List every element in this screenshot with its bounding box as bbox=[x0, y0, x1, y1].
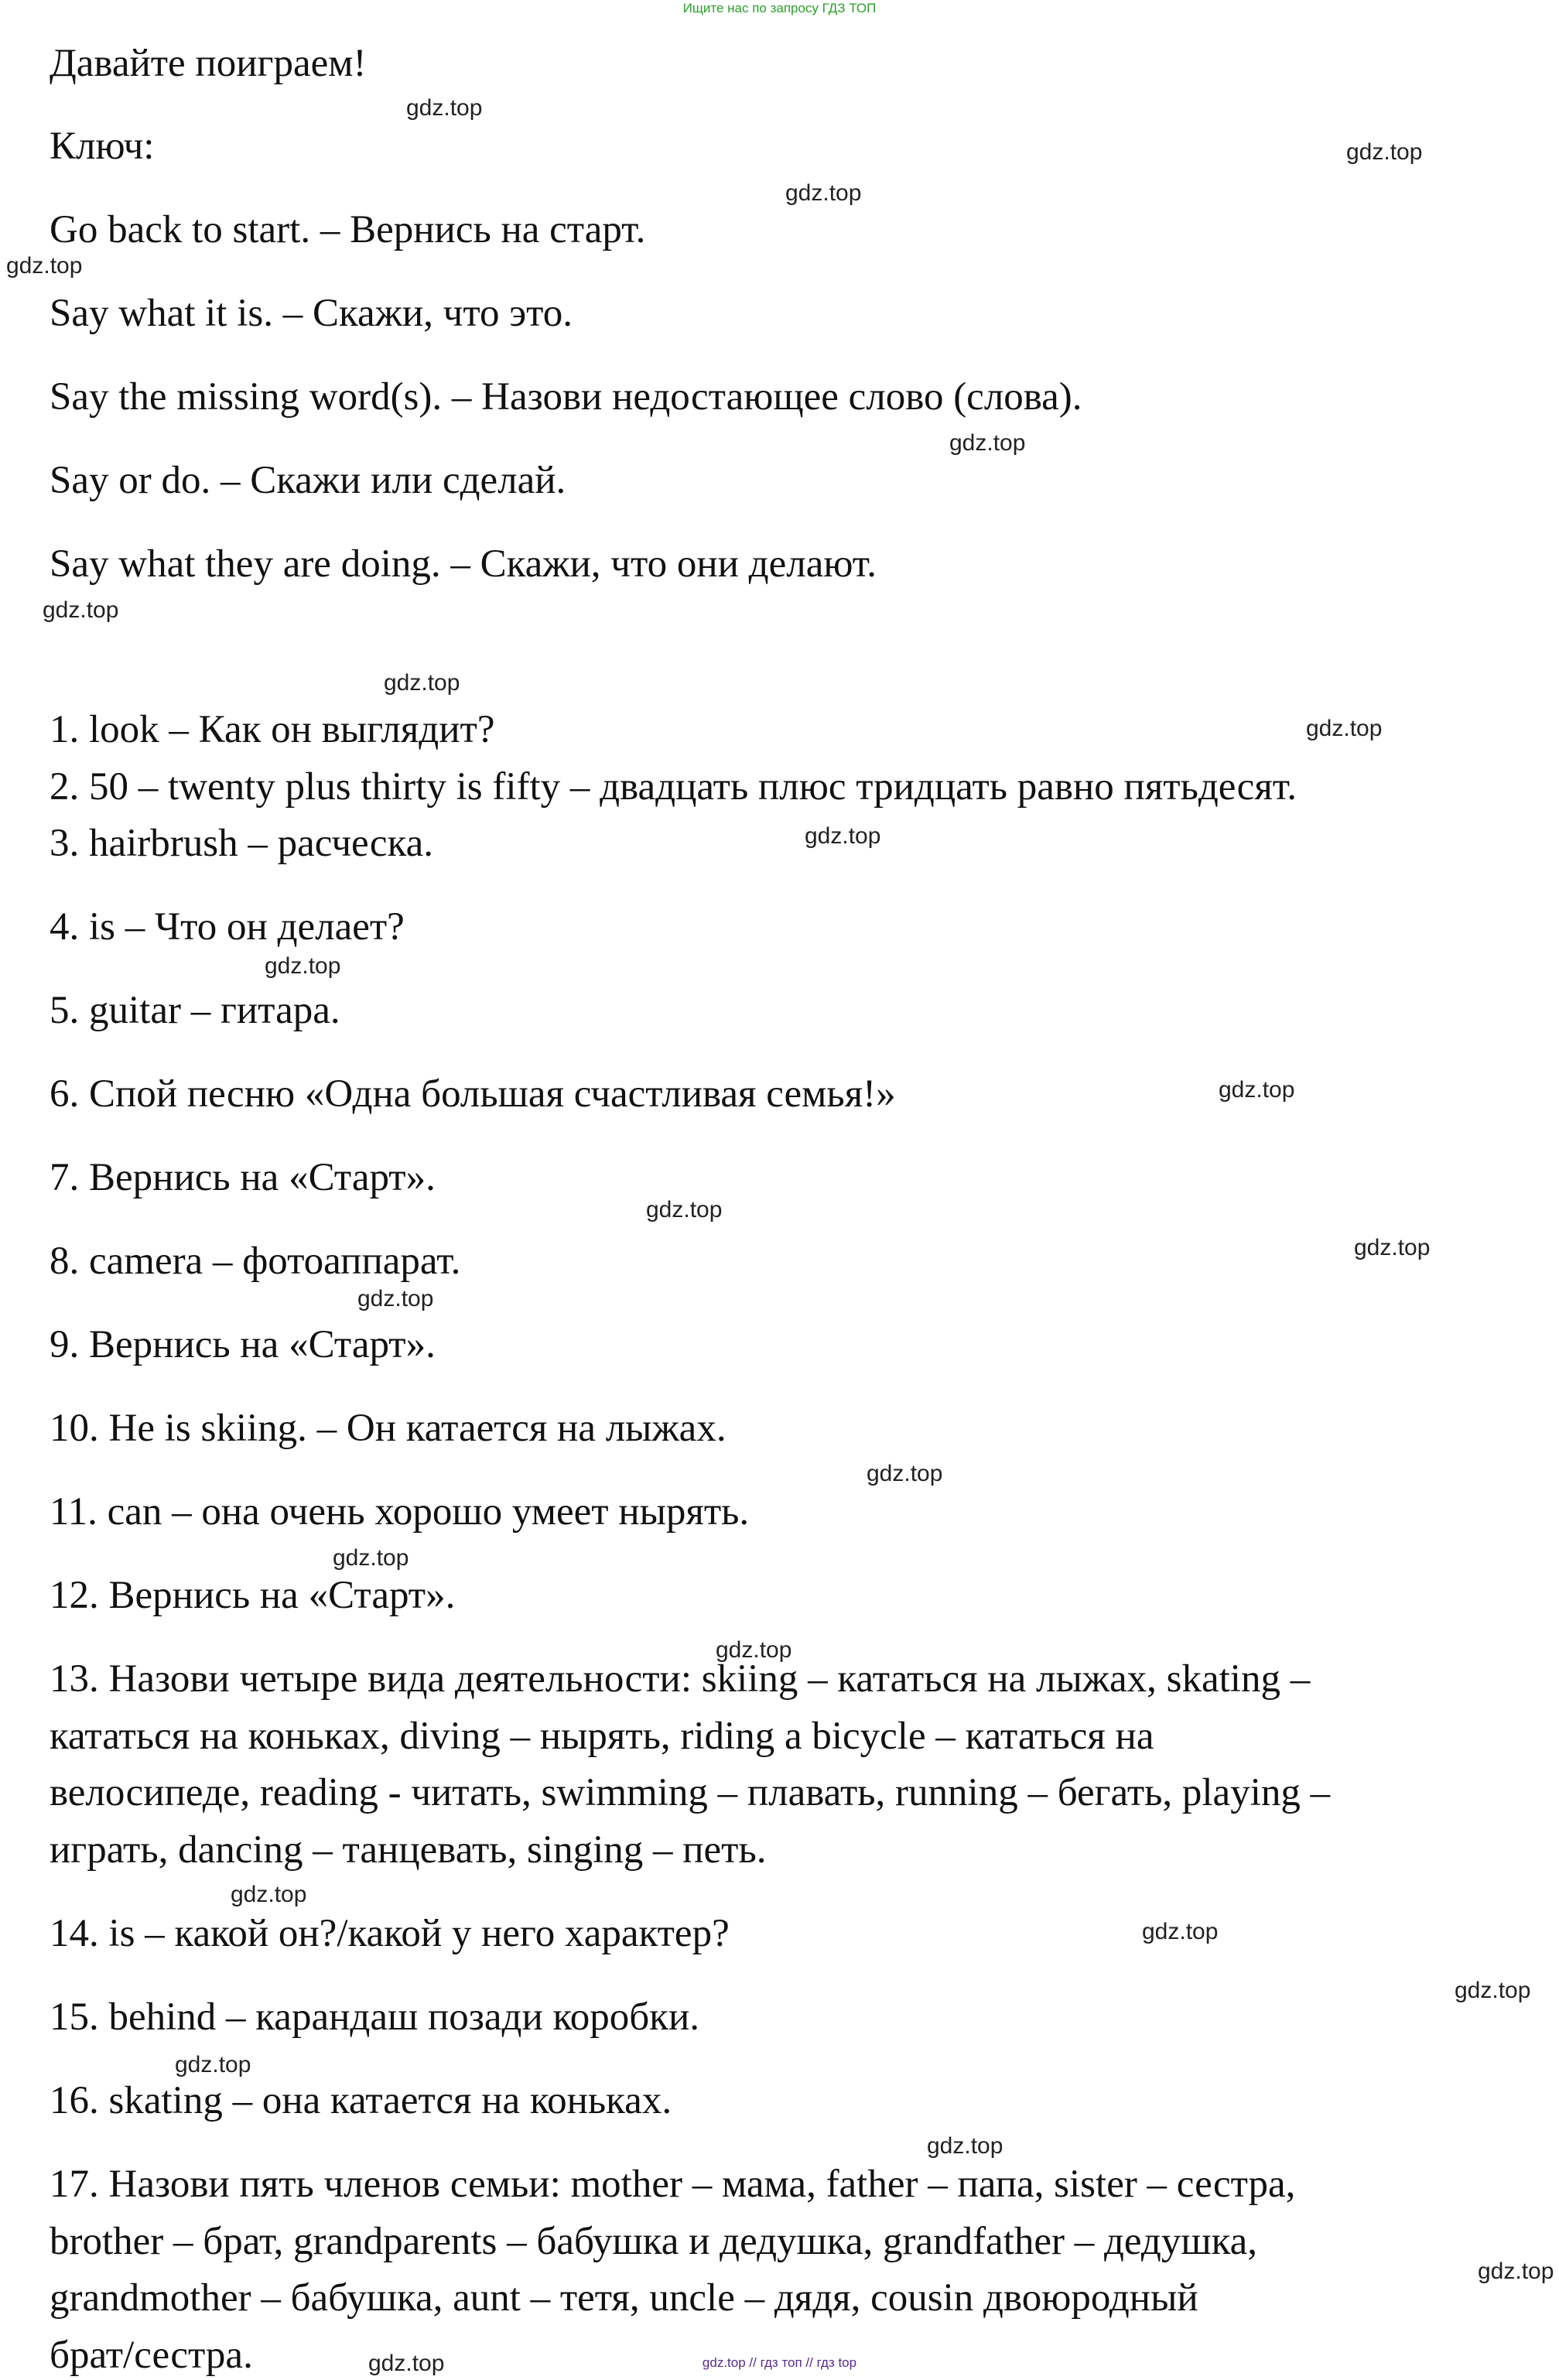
watermark: gdz.top bbox=[867, 1461, 943, 1486]
watermark: gdz.top bbox=[43, 597, 119, 623]
watermark: gdz.top bbox=[785, 180, 862, 206]
text-line: brother – брат, grandparents – бабушка и дедушка, grandfather – дедушка, bbox=[50, 2220, 1258, 2263]
text-line: grandmother – бабушка, aunt – тетя, uncle – дядя, cousin двоюродный bbox=[50, 2276, 1198, 2320]
watermark: gdz.top bbox=[231, 1882, 307, 1907]
text-line: 11. can – она очень хорошо умеет нырять. bbox=[50, 1490, 750, 1534]
text-line: Go back to start. – Вернись на старт. bbox=[50, 208, 646, 251]
watermark: gdz.top bbox=[949, 430, 1026, 456]
text-line: играть, dancing – танцевать, singing – петь. bbox=[50, 1828, 767, 1872]
text-line: 2. 50 – twenty plus thirty is fifty – двадцать плюс тридцать равно пятьдесят. bbox=[50, 765, 1297, 809]
footer-note: gdz.top // гдз топ // гдз top bbox=[702, 2355, 857, 2370]
text-line: велосипеде, reading - читать, swimming – плавать, running – бегать, playing – bbox=[50, 1771, 1331, 1814]
text-line: 6. Спой песню «Одна большая счастливая семья!» bbox=[50, 1072, 896, 1116]
watermark: gdz.top bbox=[333, 1545, 409, 1571]
text-line: 1. look – Как он выглядит? bbox=[50, 708, 495, 751]
text-line: 16. skating – она катается на коньках. bbox=[50, 2079, 672, 2122]
text-line: Ключ: bbox=[50, 125, 155, 168]
header-note: Ищите нас по запросу ГДЗ ТОП bbox=[682, 1, 877, 15]
watermark: gdz.top bbox=[1306, 716, 1383, 741]
text-line: Say what they are doing. – Скажи, что они делают. bbox=[50, 542, 877, 586]
text-line: Say what it is. – Скажи, что это. bbox=[50, 292, 573, 335]
text-line: 10. He is skiing. – Он катается на лыжах. bbox=[50, 1407, 727, 1450]
text-line: брат/сестра. bbox=[50, 2334, 253, 2377]
text-line: 3. hairbrush – расческа. bbox=[50, 822, 433, 865]
text-line: 4. is – Что он делает? bbox=[50, 905, 405, 949]
watermark: gdz.top bbox=[716, 1637, 792, 1663]
watermark: gdz.top bbox=[175, 2052, 251, 2077]
text-line: 9. Вернись на «Старт». bbox=[50, 1323, 436, 1366]
watermark: gdz.top bbox=[1219, 1077, 1295, 1103]
watermark: gdz.top bbox=[368, 2351, 445, 2376]
watermark: gdz.top bbox=[805, 823, 881, 849]
watermark: gdz.top bbox=[384, 670, 460, 696]
watermark: gdz.top bbox=[927, 2133, 1003, 2159]
watermark: gdz.top bbox=[265, 953, 341, 979]
text-line: 17. Назови пять членов семьи: mother – мама, father – папа, sister – сестра, bbox=[50, 2163, 1296, 2206]
watermark: gdz.top bbox=[1354, 1235, 1431, 1260]
watermark: gdz.top bbox=[1142, 1919, 1219, 1944]
text-line: кататься на коньках, diving – нырять, riding a bicycle – кататься на bbox=[50, 1715, 1154, 1758]
text-line: 14. is – какой он?/какой у него характер? bbox=[50, 1912, 730, 1955]
text-line: Say or do. – Скажи или сделай. bbox=[50, 459, 566, 502]
text-line: 13. Назови четыре вида деятельности: skiing – кататься на лыжах, skating – bbox=[50, 1657, 1311, 1701]
text-line: 5. guitar – гитара. bbox=[50, 989, 340, 1032]
watermark: gdz.top bbox=[406, 95, 483, 121]
text-line: 15. behind – карандаш позади коробки. bbox=[50, 1995, 700, 2039]
watermark: gdz.top bbox=[646, 1197, 723, 1222]
text-line: 12. Вернись на «Старт». bbox=[50, 1574, 456, 1617]
text-line: Say the missing word(s). – Назови недостающее слово (слова). bbox=[50, 375, 1082, 419]
text-line: 8. camera – фотоаппарат. bbox=[50, 1240, 461, 1283]
watermark: gdz.top bbox=[357, 1286, 434, 1311]
watermark: gdz.top bbox=[1455, 1978, 1531, 2003]
watermark: gdz.top bbox=[1478, 2259, 1554, 2284]
watermark: gdz.top bbox=[6, 253, 83, 279]
text-line: Давайте поиграем! bbox=[50, 42, 367, 85]
watermark: gdz.top bbox=[1346, 139, 1423, 165]
text-line: 7. Вернись на «Старт». bbox=[50, 1156, 436, 1199]
